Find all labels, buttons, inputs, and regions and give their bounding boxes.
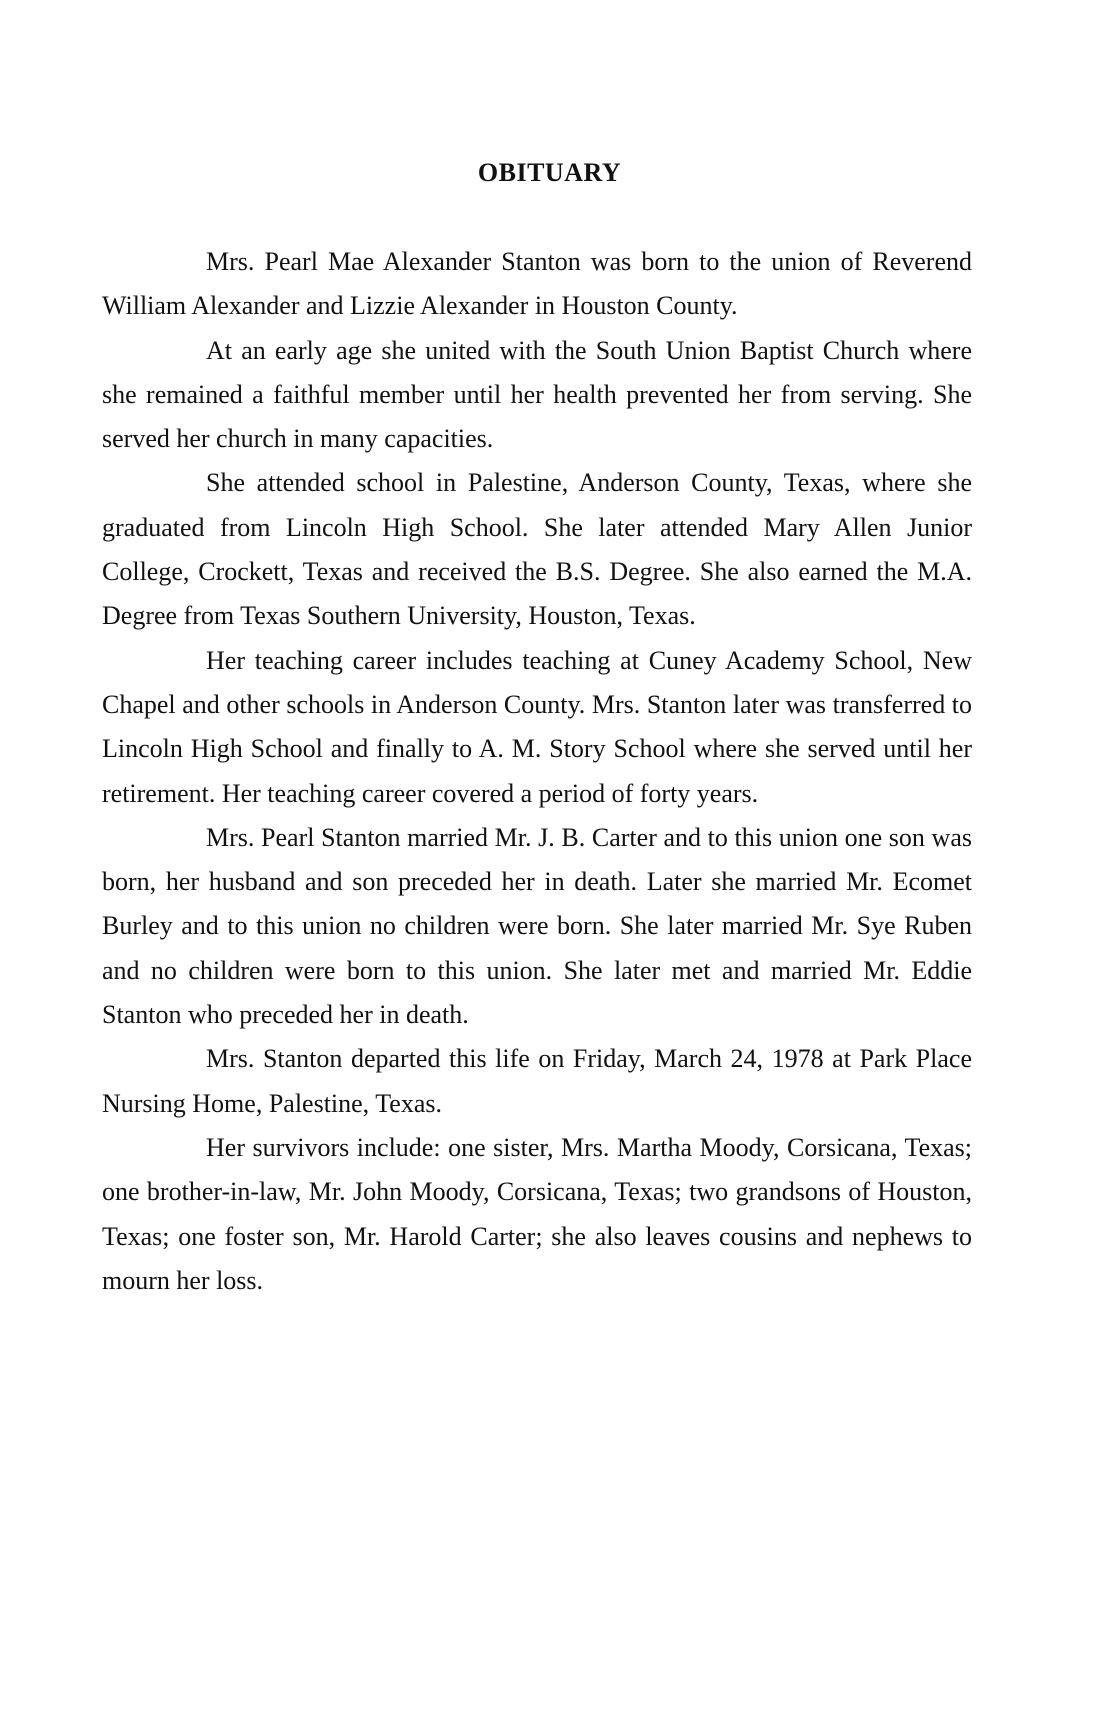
paragraph-education: She attended school in Palestine, Anderson County, Texas, where she graduated from Lincoln High School. She later attended Mary Allen Junior College, Crockett, Texas and received the B.S. Degree. She also earned the M.A. Degree from Texas Southern University, Houston, Texas.: [102, 468, 972, 631]
paragraph-survivors: Her survivors include: one sister, Mrs. Martha Moody, Corsicana, Texas; one brother-in-law, Mr. John Moody, Corsicana, Texas; two grandsons of Houston, Texas; one foster son, Mr. Harold Carter; she also leaves cousins and nephews to mourn her loss.: [102, 1132, 972, 1295]
obituary-body: [102, 240, 972, 1303]
paragraph-marriages: Mrs. Pearl Stanton married Mr. J. B. Carter and to this union one son was born, her husband and son preceded her in death. Later she married Mr. Ecomet Burley and to this union no children were born. She later married Mr. Sye Ruben and no children were born to this union. She later met and married Mr. Eddie Stanton who preceded her in death.: [102, 822, 972, 1030]
page-title: OBITUARY: [477, 158, 622, 187]
paragraph-church: At an early age she united with the South Union Baptist Church where she remained a faithful member until her health prevented her from serving. She served her church in many capacities.: [102, 335, 972, 454]
paragraph-death: Mrs. Stanton departed this life on Friday, March 24, 1978 at Park Place Nursing Home, Palestine, Texas.: [102, 1044, 972, 1118]
paragraph-birth: Mrs. Pearl Mae Alexander Stanton was born to the union of Reverend William Alexander and Lizzie Alexander in Houston County.: [102, 247, 972, 321]
paragraph-career: Her teaching career includes teaching at Cuney Academy School, New Chapel and other schools in Anderson County. Mrs. Stanton later was transferred to Lincoln High School and finally to A. M. Story School where she served until her retirement. Her teaching career covered a period of forty years.: [102, 645, 972, 808]
